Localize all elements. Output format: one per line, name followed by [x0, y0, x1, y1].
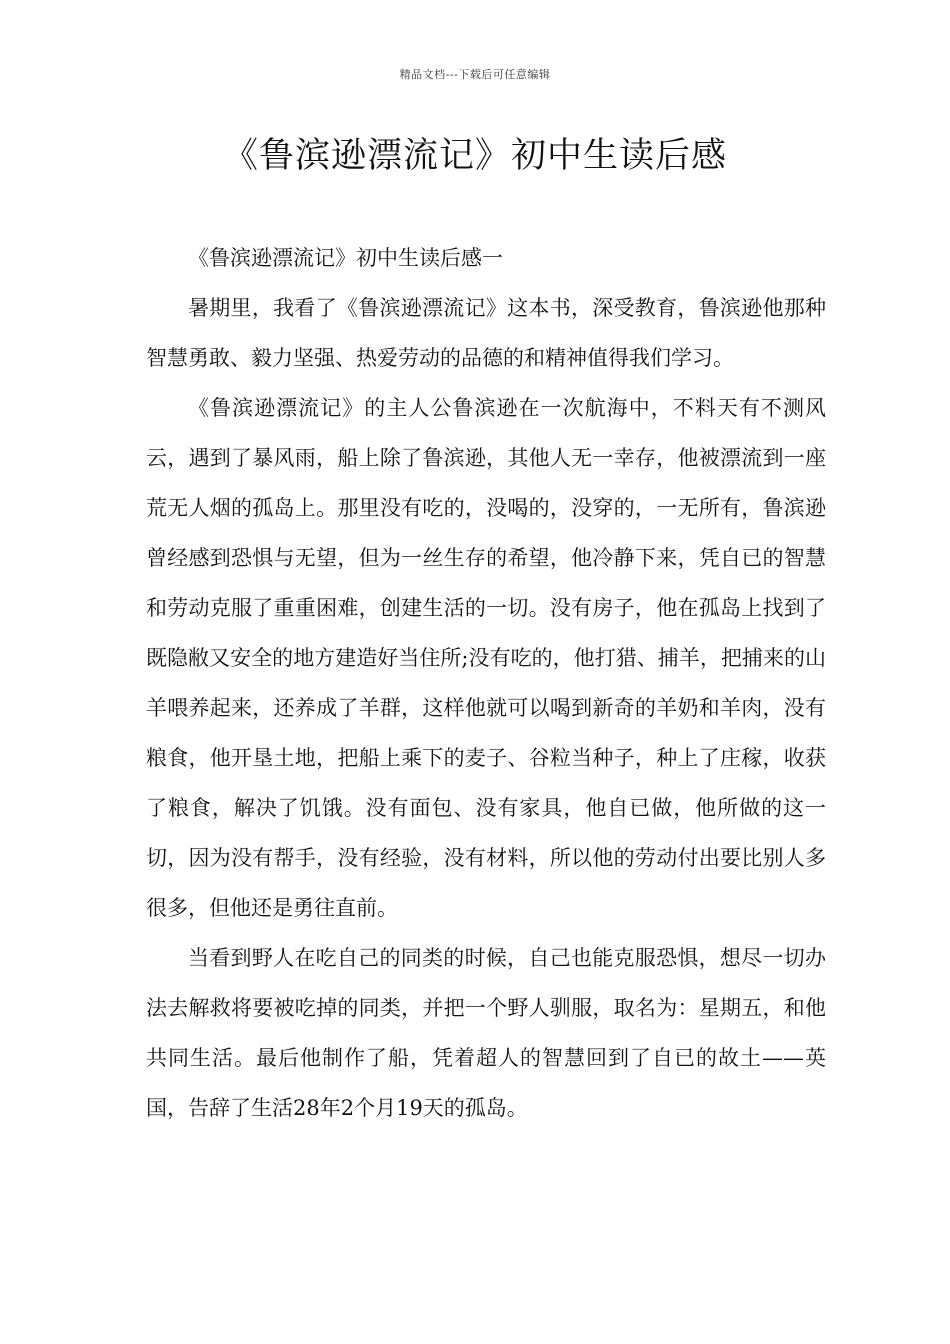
- document-body: [146, 233, 826, 1133]
- header-note: 精品文档---下载后可任意编辑: [399, 68, 551, 81]
- paragraph-3: 当看到野人在吃自己的同类的时候，自己也能克服恐惧，想尽一切办法去解救将要被吃掉的同类，并把一个野人驯服，取名为：星期五，和他共同生活。最后他制作了船，凭着超人的智慧回到了自已的故土——英国，告辞了生活28年2个月19天的孤岛。: [146, 946, 826, 1120]
- paragraph-2: 《鲁滨逊漂流记》的主人公鲁滨逊在一次航海中，不料天有不测风云，遇到了暴风雨，船上除了鲁滨逊，其他人无一幸存，他被漂流到一座荒无人烟的孤岛上。那里没有吃的，没喝的，没穿的，一无所有，鲁滨逊曾经感到恐惧与无望，但为一丝生存的希望，他冷静下来，凭自已的智慧和劳动克服了重重困难，创建生活的一切。没有房子，他在孤岛上找到了既隐敝又安全的地方建造好当住所;没有吃的，他打猎、捕羊，把捕来的山羊喂养起来，还养成了羊群，这样他就可以喝到新奇的羊奶和羊肉，没有粮食，他开垦土地，把船上乘下的麦子、谷粒当种子，种上了庄稼，收获了粮食，解决了饥饿。没有面包、没有家具，他自已做，他所做的这一切，因为没有帮手，没有经验，没有材料，所以他的劳动付出要比别人多很多，但他还是勇往直前。: [146, 396, 826, 920]
- paragraph-1: 暑期里，我看了《鲁滨逊漂流记》这本书，深受教育，鲁滨逊他那种智慧勇敢、毅力坚强、热爱劳动的品德的和精神值得我们学习。: [146, 296, 826, 370]
- document-title: 《鲁滨逊漂流记》初中生读后感: [222, 136, 727, 176]
- paragraph-subtitle: 《鲁滨逊漂流记》初中生读后感一: [188, 246, 503, 270]
